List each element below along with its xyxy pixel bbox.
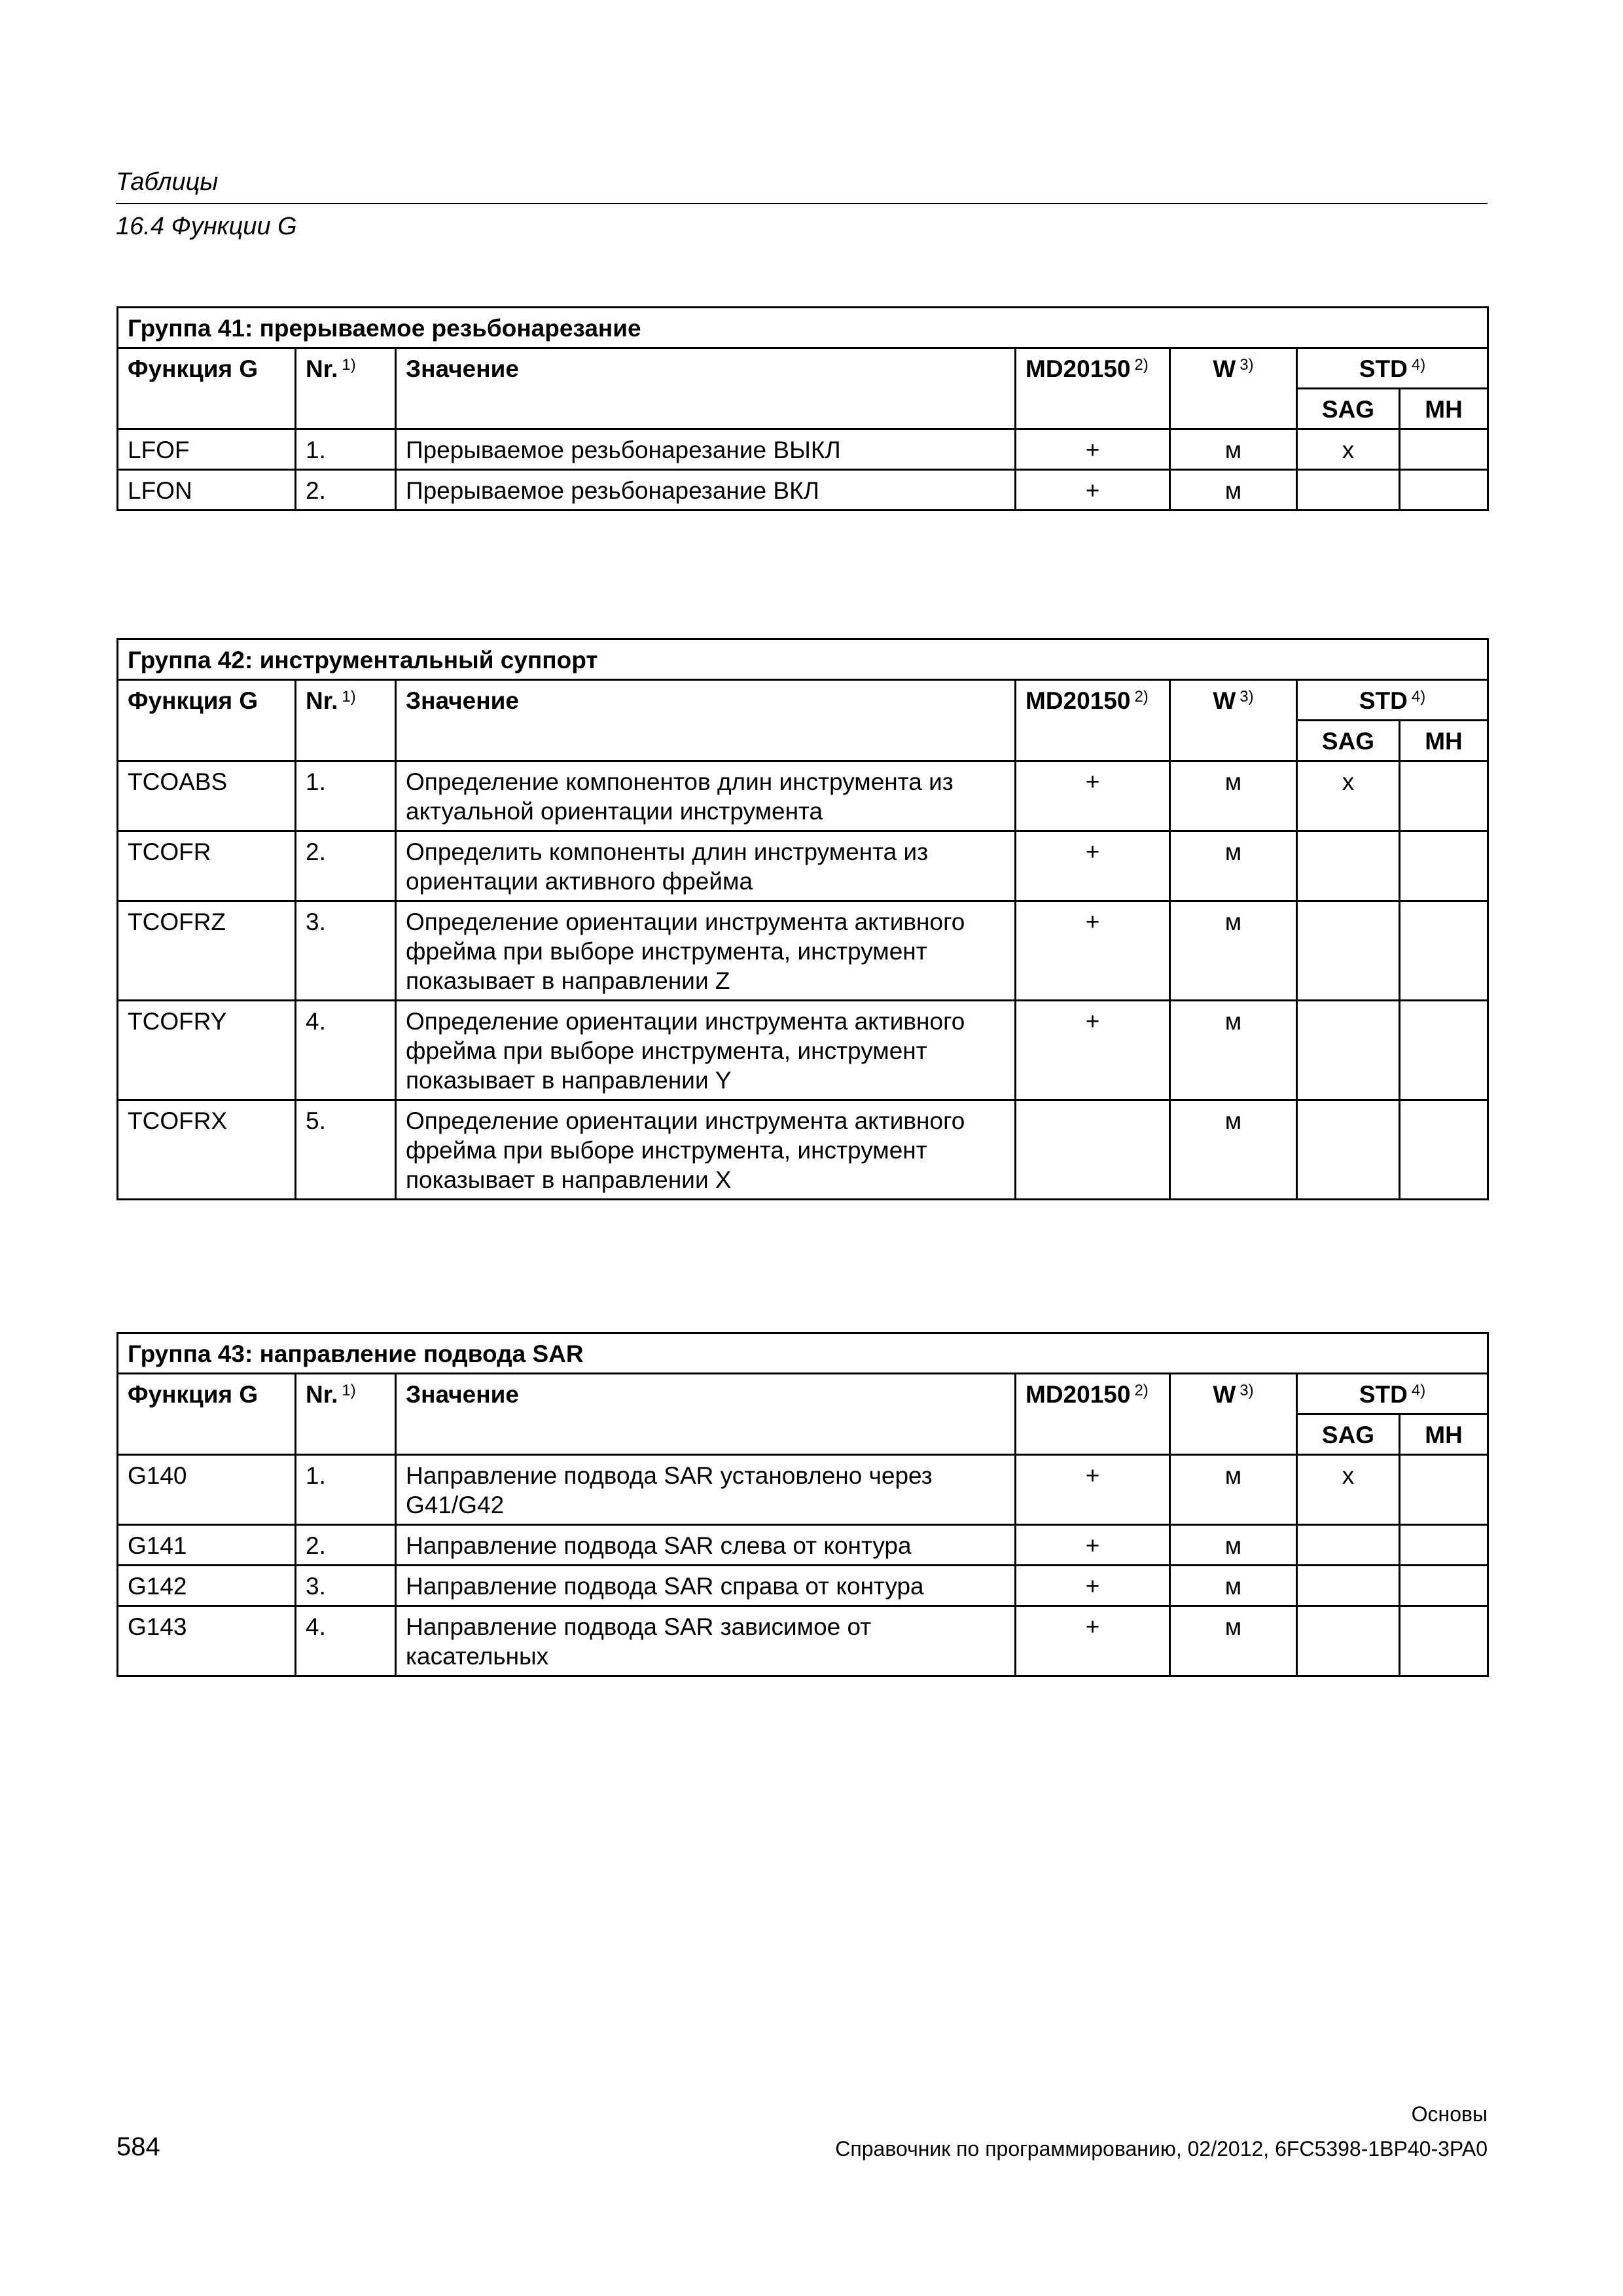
header-meaning: Значение xyxy=(396,1374,1016,1455)
header-std: STD $^{4)}$ xyxy=(1297,680,1488,721)
cell-sag xyxy=(1297,1566,1400,1606)
cell-w: м xyxy=(1170,831,1297,901)
cell-sag xyxy=(1297,1525,1400,1566)
g-function-table-group-42 xyxy=(116,638,1489,1200)
cell-function: TCOFR xyxy=(118,831,296,901)
table-row xyxy=(118,1455,1488,1525)
header-function: Функция G xyxy=(118,348,296,429)
section-title: 16.4 Функции G xyxy=(116,213,297,240)
footer-manual-info: Справочник по программированию, 02/2012, 6FC5398-1BP40-3PA0 xyxy=(835,2137,1488,2161)
cell-nr: 4. xyxy=(296,1001,396,1100)
cell-meaning: Прерываемое резьбонарезание ВЫКЛ xyxy=(396,429,1016,470)
cell-sag: x xyxy=(1297,429,1400,470)
cell-nr: 4. xyxy=(296,1606,396,1676)
header-nr: Nr. $^{1)}$ xyxy=(296,680,396,761)
cell-function: G140 xyxy=(118,1455,296,1525)
table-row xyxy=(118,831,1488,901)
header-mh: MH xyxy=(1400,721,1488,761)
cell-function: LFON xyxy=(118,470,296,511)
header-mh: MH xyxy=(1400,389,1488,429)
cell-function: LFOF xyxy=(118,429,296,470)
header-md20150: MD20150 $^{2)}$ xyxy=(1016,348,1170,429)
g-function-table-group-43 xyxy=(116,1332,1489,1677)
cell-nr: 2. xyxy=(296,1525,396,1566)
header-meaning: Значение xyxy=(396,348,1016,429)
cell-md20150: + xyxy=(1016,761,1170,831)
cell-md20150: + xyxy=(1016,1455,1170,1525)
cell-nr: 1. xyxy=(296,429,396,470)
cell-sag: x xyxy=(1297,761,1400,831)
cell-sag xyxy=(1297,1606,1400,1676)
cell-nr: 1. xyxy=(296,761,396,831)
cell-mh xyxy=(1400,1525,1488,1566)
cell-md20150: + xyxy=(1016,1001,1170,1100)
cell-w: м xyxy=(1170,1606,1297,1676)
cell-function: G143 xyxy=(118,1606,296,1676)
cell-md20150: + xyxy=(1016,901,1170,1001)
cell-w: м xyxy=(1170,1001,1297,1100)
g-function-table-group-41 xyxy=(116,306,1489,511)
table-row xyxy=(118,470,1488,511)
header-std: STD $^{4)}$ xyxy=(1297,348,1488,389)
cell-md20150: + xyxy=(1016,1566,1170,1606)
table-row xyxy=(118,429,1488,470)
cell-nr: 3. xyxy=(296,901,396,1001)
cell-w: м xyxy=(1170,1455,1297,1525)
cell-nr: 1. xyxy=(296,1455,396,1525)
cell-meaning: Направление подвода SAR зависимое от касательных xyxy=(396,1606,1016,1676)
cell-meaning: Определение ориентации инструмента активного фрейма при выборе инструмента, инструмент показывает в направлении Z xyxy=(396,901,1016,1001)
cell-w: м xyxy=(1170,429,1297,470)
cell-function: TCOFRY xyxy=(118,1001,296,1100)
cell-w: м xyxy=(1170,901,1297,1001)
header-rule xyxy=(116,203,1488,204)
cell-meaning: Определить компоненты длин инструмента из ориентации активного фрейма xyxy=(396,831,1016,901)
table-row xyxy=(118,1566,1488,1606)
cell-mh xyxy=(1400,901,1488,1001)
header-w: W $^{3)}$ xyxy=(1170,1374,1297,1455)
cell-sag xyxy=(1297,470,1400,511)
cell-sag xyxy=(1297,901,1400,1001)
cell-mh xyxy=(1400,1566,1488,1606)
cell-mh xyxy=(1400,1606,1488,1676)
cell-meaning: Определение ориентации инструмента активного фрейма при выборе инструмента, инструмент показывает в направлении Y xyxy=(396,1001,1016,1100)
cell-w: м xyxy=(1170,1566,1297,1606)
cell-w: м xyxy=(1170,761,1297,831)
header-function: Функция G xyxy=(118,1374,296,1455)
header-nr: Nr. $^{1)}$ xyxy=(296,348,396,429)
running-header xyxy=(116,162,1488,246)
group-title: Группа 42: инструментальный суппорт xyxy=(118,639,1488,680)
table-row xyxy=(118,901,1488,1001)
header-mh: MH xyxy=(1400,1414,1488,1455)
cell-mh xyxy=(1400,761,1488,831)
table-row xyxy=(118,1100,1488,1200)
header-md20150: MD20150 $^{2)}$ xyxy=(1016,680,1170,761)
footer-book-title: Основы xyxy=(1411,2102,1488,2126)
header-md20150: MD20150 $^{2)}$ xyxy=(1016,1374,1170,1455)
cell-function: G141 xyxy=(118,1525,296,1566)
cell-mh xyxy=(1400,1001,1488,1100)
cell-w: м xyxy=(1170,470,1297,511)
cell-meaning: Определение компонентов длин инструмента из актуальной ориентации инструмента xyxy=(396,761,1016,831)
header-sag: SAG xyxy=(1297,389,1400,429)
cell-md20150 xyxy=(1016,1100,1170,1200)
cell-nr: 2. xyxy=(296,831,396,901)
table-row xyxy=(118,1606,1488,1676)
header-nr: Nr. $^{1)}$ xyxy=(296,1374,396,1455)
cell-function: TCOFRZ xyxy=(118,901,296,1001)
cell-mh xyxy=(1400,1100,1488,1200)
cell-function: G142 xyxy=(118,1566,296,1606)
header-meaning: Значение xyxy=(396,680,1016,761)
cell-md20150: + xyxy=(1016,1606,1170,1676)
cell-md20150: + xyxy=(1016,831,1170,901)
cell-w: м xyxy=(1170,1525,1297,1566)
cell-w: м xyxy=(1170,1100,1297,1200)
cell-mh xyxy=(1400,1455,1488,1525)
header-sag: SAG xyxy=(1297,1414,1400,1455)
cell-mh xyxy=(1400,470,1488,511)
cell-mh xyxy=(1400,831,1488,901)
page-number: 584 xyxy=(116,2132,160,2161)
cell-meaning: Направление подвода SAR установлено через G41/G42 xyxy=(396,1455,1016,1525)
table-row xyxy=(118,761,1488,831)
group-title: Группа 43: направление подвода SAR xyxy=(118,1333,1488,1374)
cell-nr: 2. xyxy=(296,470,396,511)
group-title: Группа 41: прерываемое резьбонарезание xyxy=(118,308,1488,348)
cell-function: TCOFRX xyxy=(118,1100,296,1200)
cell-meaning: Направление подвода SAR слева от контура xyxy=(396,1525,1016,1566)
cell-nr: 3. xyxy=(296,1566,396,1606)
header-std: STD $^{4)}$ xyxy=(1297,1374,1488,1414)
cell-meaning: Прерываемое резьбонарезание ВКЛ xyxy=(396,470,1016,511)
cell-sag xyxy=(1297,1100,1400,1200)
cell-sag xyxy=(1297,831,1400,901)
header-w: W $^{3)}$ xyxy=(1170,348,1297,429)
cell-function: TCOABS xyxy=(118,761,296,831)
cell-md20150: + xyxy=(1016,470,1170,511)
cell-md20150: + xyxy=(1016,1525,1170,1566)
cell-md20150: + xyxy=(1016,429,1170,470)
header-function: Функция G xyxy=(118,680,296,761)
cell-meaning: Направление подвода SAR справа от контура xyxy=(396,1566,1016,1606)
cell-sag xyxy=(1297,1001,1400,1100)
header-sag: SAG xyxy=(1297,721,1400,761)
cell-nr: 5. xyxy=(296,1100,396,1200)
cell-sag: x xyxy=(1297,1455,1400,1525)
header-w: W $^{3)}$ xyxy=(1170,680,1297,761)
table-row xyxy=(118,1525,1488,1566)
cell-mh xyxy=(1400,429,1488,470)
chapter-title: Таблицы xyxy=(116,168,219,196)
table-row xyxy=(118,1001,1488,1100)
cell-meaning: Определение ориентации инструмента активного фрейма при выборе инструмента, инструмент показывает в направлении X xyxy=(396,1100,1016,1200)
